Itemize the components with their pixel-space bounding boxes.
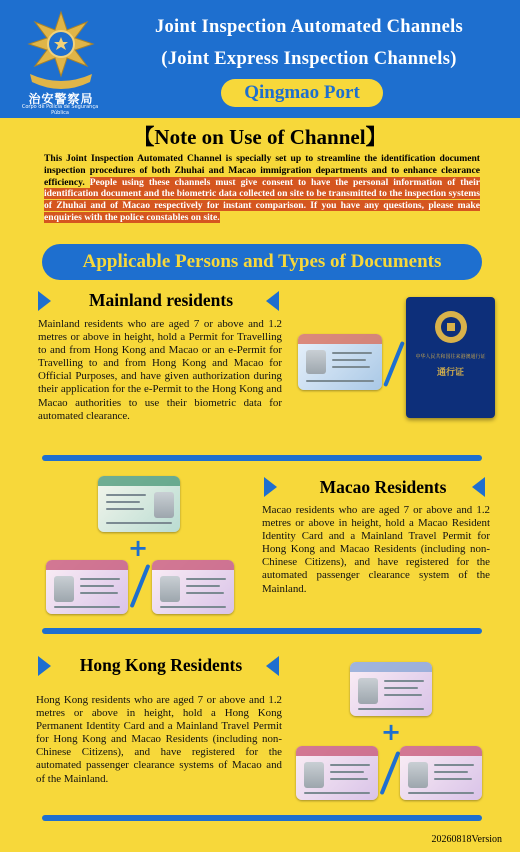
- passport-cover-line: 中华人民共和国往来港澳通行证: [415, 354, 486, 360]
- mainland-travel-permit-non-chinese-image: [400, 746, 482, 800]
- hongkong-title: Hong Kong Residents: [79, 655, 243, 675]
- section-divider: [42, 455, 482, 461]
- note-text-highlight: People using these channels must give consent to have the personal information of their identification document and the biometric data collected on site to be transmitted to the inspection systems of Zhuhai and of Macao respectively for instant comparison. If you have any questions, please make enquiries with the police constables on site.: [44, 176, 480, 223]
- note-text-plain: This Joint Inspection Automated Channel is specially set up to streamline the identification document inspection procedures of both Zhuhai and Macao immigration departments and to enhance clearance efficiency.: [44, 153, 480, 188]
- chevron-left-icon: [472, 477, 485, 497]
- macao-text: Macao residents who are aged 7 or above and 1.2 metres or above in height, hold a Macao Resident Identity Card and a Mainland Travel Permit for Hong Kong and Macao Residents (including non-Chinese Citizens), and have registered for the automated passenger clearance system of the Mainland.: [262, 504, 490, 595]
- chevron-right-icon: [38, 291, 51, 311]
- logo-text: 治安警察局: [28, 92, 94, 106]
- version-label: 20260818Version: [431, 834, 502, 845]
- logo-subtext: Corpo de Polícia de Segurança Pública: [21, 104, 99, 116]
- header-title-line2: (Joint Express Inspection Channels): [161, 49, 457, 69]
- plus-icon: +: [128, 534, 149, 562]
- mainland-travel-permit-image: [296, 746, 378, 800]
- passport-cover-title: 通行证: [436, 368, 464, 378]
- macao-title: Macao Residents: [319, 477, 447, 497]
- chevron-right-icon: [38, 656, 51, 676]
- section-divider: [42, 815, 482, 821]
- hk-id-card-image: [350, 662, 432, 716]
- chevron-left-icon: [266, 291, 279, 311]
- mainland-travel-permit-non-chinese-image: [152, 560, 234, 614]
- macao-id-card-image: [98, 476, 180, 532]
- note-title: 【Note on Use of Channel】: [133, 125, 387, 149]
- or-slash: [130, 564, 151, 608]
- hongkong-text: Hong Kong residents who are aged 7 or above and 1.2 metres or above in height, hold a Hong Kong Permanent Identity Card and a Mainland Travel Permit for Hong Kong and Macao Residents (including non-Chinese Citizens), and have registered for the automated passenger clearance systems of Macao and of the Mainland.: [36, 694, 282, 785]
- plus-icon: +: [381, 718, 402, 746]
- note-text: [44, 153, 480, 224]
- chevron-left-icon: [266, 656, 279, 676]
- port-name-badge: Qingmao Port: [221, 79, 383, 107]
- chevron-right-icon: [264, 477, 277, 497]
- header-title-line1: Joint Inspection Automated Channels: [154, 17, 464, 37]
- section-title-pill: Applicable Persons and Types of Documents: [42, 244, 482, 280]
- mainland-text: Mainland residents who are aged 7 or above and 1.2 metres or above in height, hold a Permit for Travelling to and from Hong Kong and Macao or an e-Permit for Travelling to and from Hong Kong and Macao for Official Purposes, and have given authorization during their application for the e-Permit to the Hong Kong and Macao authorities to use their biometric data for automated clearance.: [38, 318, 282, 422]
- section-divider: [42, 628, 482, 634]
- mainland-travel-permit-image: [46, 560, 128, 614]
- mainland-title: Mainland residents: [88, 290, 234, 310]
- header-banner: [0, 0, 520, 118]
- or-slash: [383, 341, 405, 387]
- eep-card-image: [298, 334, 382, 390]
- or-slash: [380, 751, 401, 795]
- passport-image: [406, 297, 495, 418]
